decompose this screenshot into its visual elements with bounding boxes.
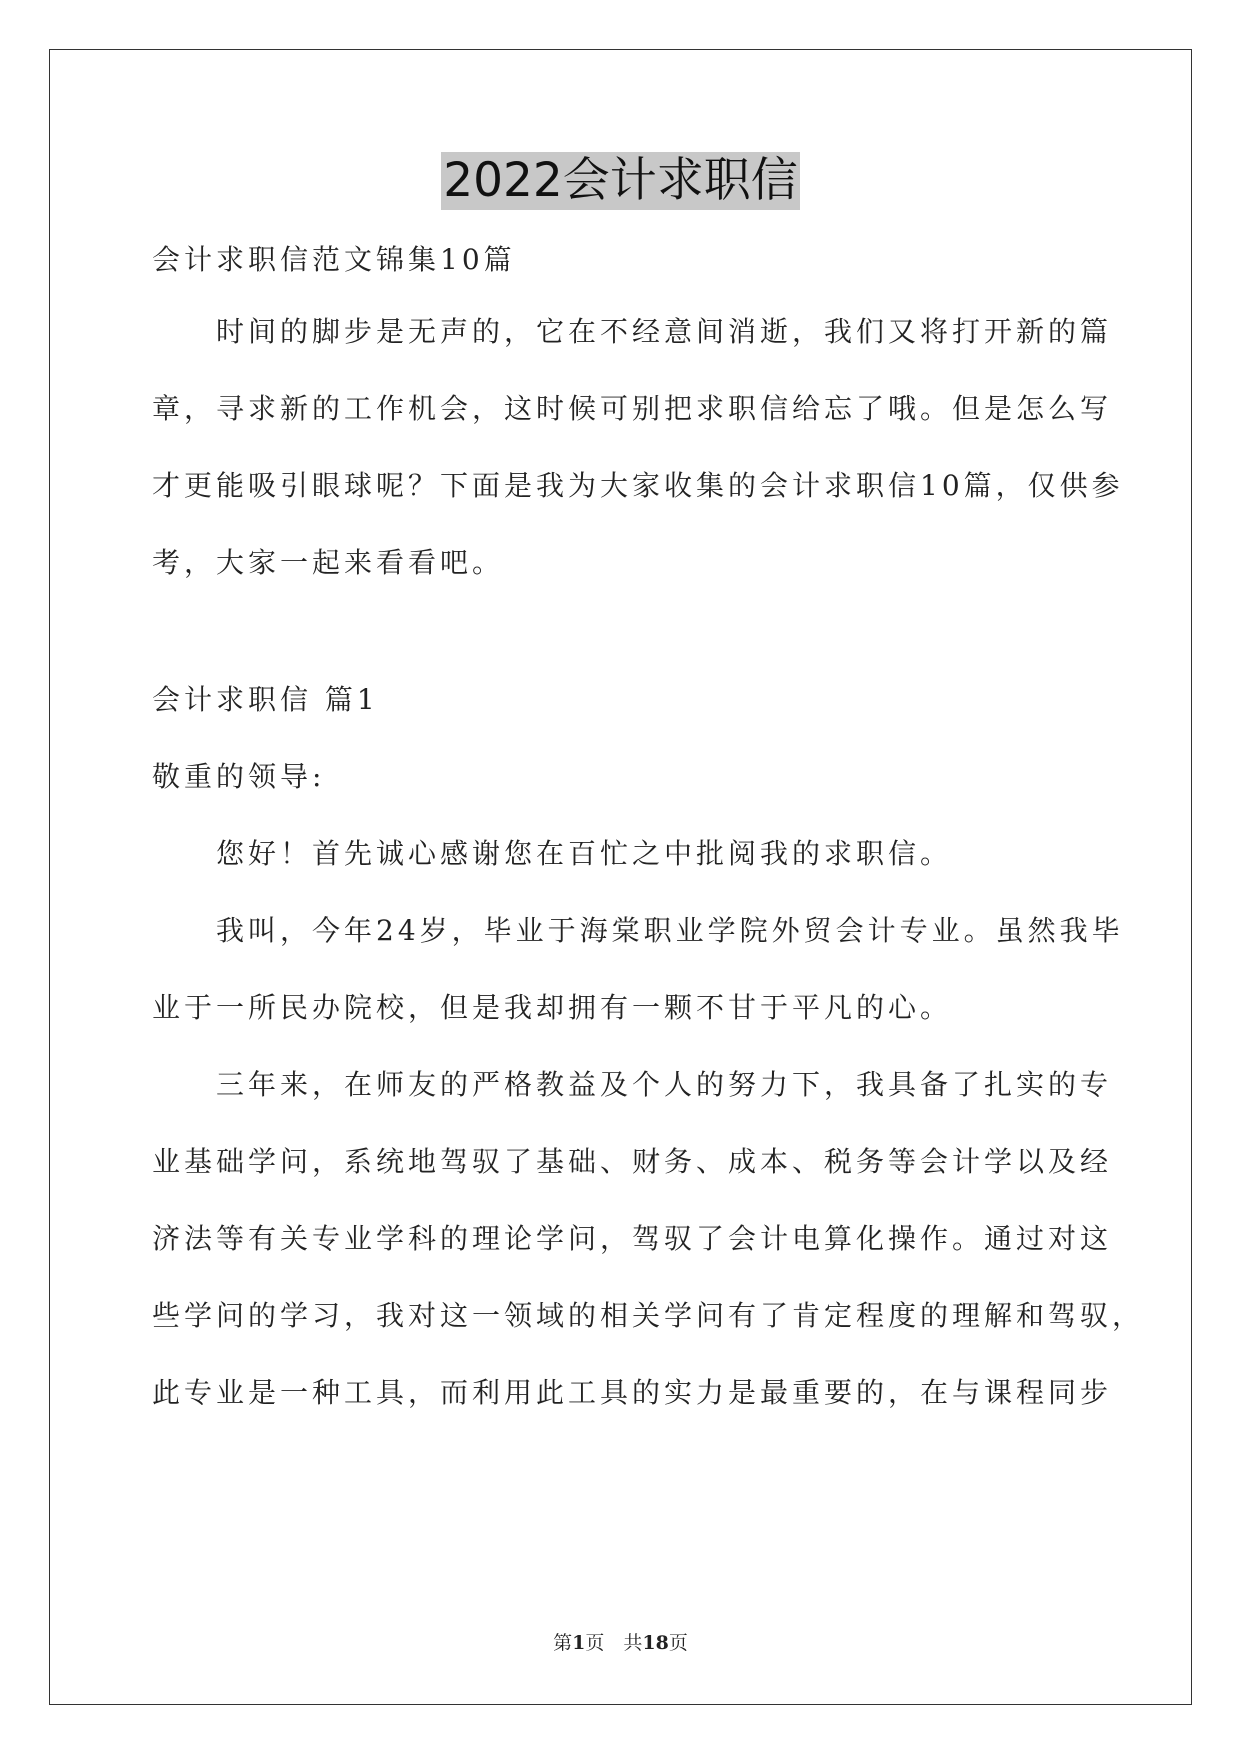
footer-page-number: 1	[572, 1632, 586, 1654]
paragraph-line: 济法等有关专业学科的理论学问，驾驭了会计电算化操作。通过对这	[152, 1222, 1113, 1255]
intro-line: 章，寻求新的工作机会，这时候可别把求职信给忘了哦。但是怎么写	[152, 392, 1113, 425]
greeting-line: 您好！首先诚心感谢您在百忙之中批阅我的求职信。	[216, 837, 953, 870]
paragraph-line: 我叫，今年24岁，毕业于海棠职业学院外贸会计专业。虽然我毕	[216, 914, 1124, 947]
paragraph-line: 业于一所民办院校，但是我却拥有一颗不甘于平凡的心。	[152, 991, 953, 1024]
paragraph-line: 此专业是一种工具，而利用此工具的实力是最重要的，在与课程同步	[152, 1376, 1113, 1409]
paragraph-line: 些学问的学习，我对这一领域的相关学问有了肯定程度的理解和驾驭，	[152, 1299, 1145, 1332]
page-footer	[0, 1628, 1241, 1655]
paragraph-line: 业基础学问，系统地驾驭了基础、财务、成本、税务等会计学以及经	[152, 1145, 1113, 1178]
salutation: 敬重的领导:	[152, 760, 326, 793]
intro-line: 考，大家一起来看看吧。	[152, 546, 505, 579]
title-container	[0, 152, 1241, 210]
document-title: 2022会计求职信	[443, 153, 798, 208]
footer-mid: 页 共	[585, 1632, 643, 1654]
page-border	[49, 49, 1192, 1705]
footer-prefix: 第	[553, 1632, 573, 1654]
footer-total-pages: 18	[642, 1632, 669, 1654]
footer-suffix: 页	[668, 1632, 688, 1654]
paragraph-line: 三年来，在师友的严格教益及个人的努力下，我具备了扎实的专	[216, 1068, 1113, 1101]
document-subtitle: 会计求职信范文锦集10篇	[152, 243, 516, 276]
intro-line: 才更能吸引眼球呢？下面是我为大家收集的会计求职信10篇，仅供参	[152, 469, 1124, 502]
intro-line: 时间的脚步是无声的，它在不经意间消逝，我们又将打开新的篇	[216, 315, 1113, 348]
section-heading: 会计求职信 篇1	[152, 683, 379, 716]
